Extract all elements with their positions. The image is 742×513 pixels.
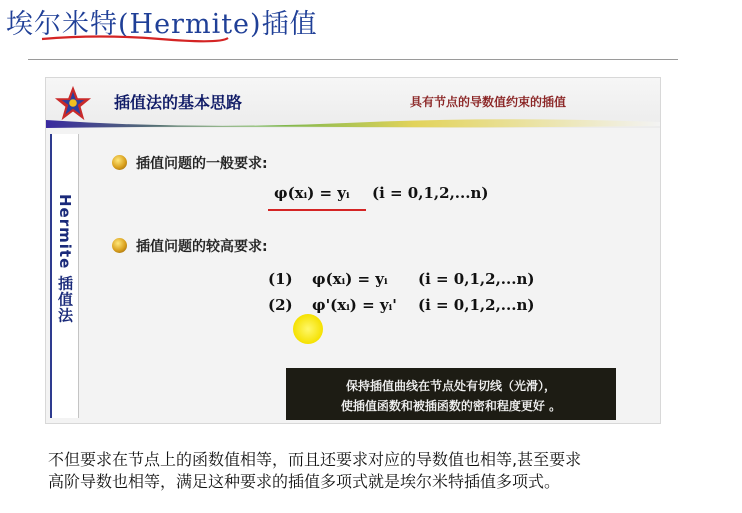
bullet-general-requirement: 插值问题的一般要求: [136, 156, 268, 172]
caption-line-2: 高阶导数也相等，满足这种要求的插值多项式就是埃尔米特插值多项式。 [48, 472, 561, 491]
formula-2: φ'(xᵢ) = yᵢ' [312, 296, 397, 314]
formula-1-range: (i = 0,1,2,...n) [418, 270, 535, 288]
caption-line-1: 不但要求在节点上的函数值相等，而且还要求对应的导数值也相等,甚至要求 [48, 450, 582, 469]
formula-general: φ(xᵢ) = yᵢ [274, 184, 350, 202]
caption [48, 449, 738, 493]
note-line-1: 保持插值曲线在节点处有切线（光滑）， [345, 379, 556, 393]
formula-1: φ(xᵢ) = yᵢ [312, 270, 388, 288]
title-underline [40, 33, 230, 45]
note-box [286, 368, 616, 420]
bullet-icon [112, 238, 127, 253]
red-annotation-line [268, 209, 366, 211]
formula-2-label: (2) [268, 296, 293, 314]
slide-heading: 插值法的基本思路 [114, 93, 243, 112]
bullet-icon [112, 155, 127, 170]
header-wave-band [46, 116, 660, 130]
slide-header [46, 78, 660, 128]
formula-2-range: (i = 0,1,2,...n) [418, 296, 535, 314]
formula-general-range: (i = 0,1,2,...n) [372, 184, 489, 202]
bullet-higher-requirement: 插值问题的较高要求: [136, 239, 268, 255]
sidebar-label: Hermite 插值法 [56, 194, 74, 324]
slide-subtitle: 具有节点的导数值约束的插值 [410, 95, 567, 109]
sidebar [50, 134, 79, 418]
page-title: 埃尔米特(Hermite)插值 [6, 9, 318, 40]
laser-pointer-icon [293, 314, 323, 344]
note-line-2: 使插值函数和被插函数的密和程度更好 。 [340, 399, 562, 413]
divider [28, 59, 678, 60]
formula-1-label: (1) [268, 270, 293, 288]
slide-panel [45, 77, 661, 424]
